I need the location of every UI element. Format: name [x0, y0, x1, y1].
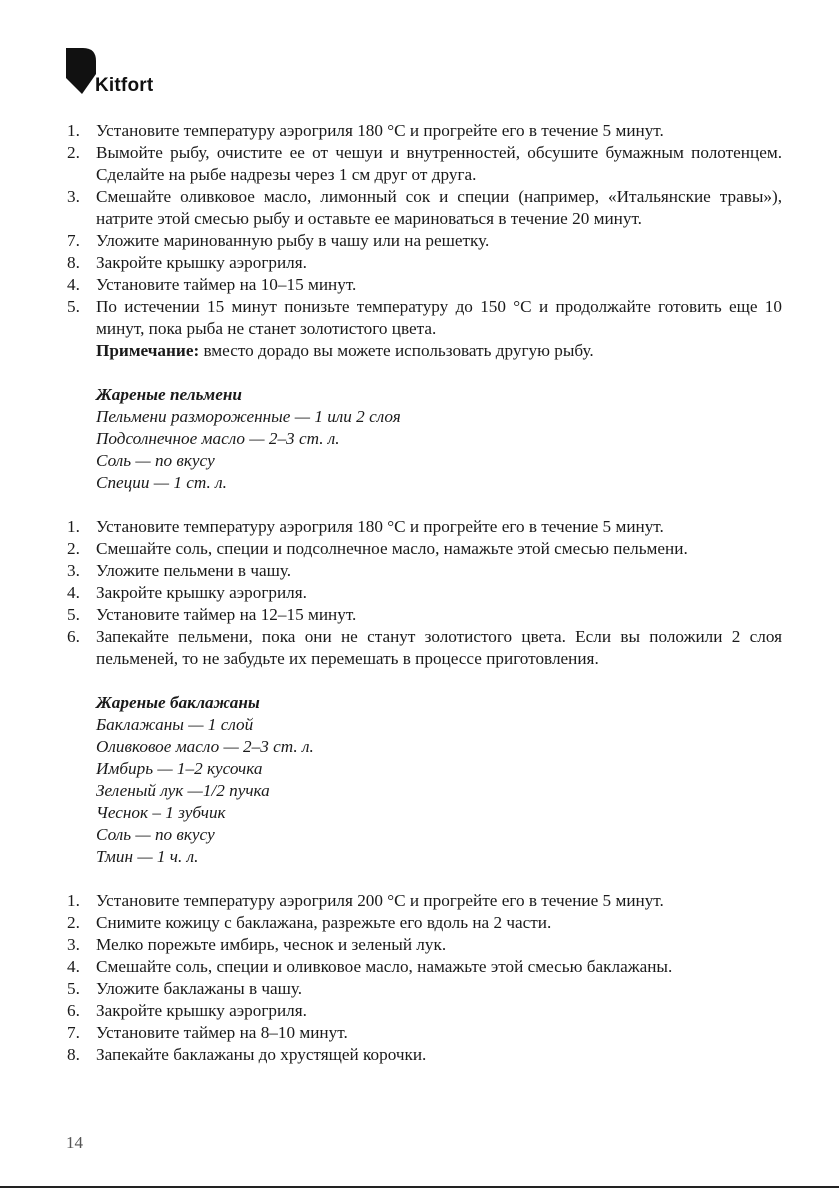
- ingredient: Оливковое масло — 2–3 ст. л.: [96, 737, 314, 756]
- recipe-eggplant: [62, 692, 782, 868]
- list-item: 2. Снимите кожицу с баклажана, разрежьте его вдоль на 2 части.: [67, 913, 552, 932]
- ingredient: Зеленый лук —1/2 пучка: [96, 781, 270, 800]
- recipe-title: Жареные пельмени: [96, 385, 242, 404]
- ingredient: Подсолнечное масло — 2–3 ст. л.: [96, 429, 340, 448]
- ingredient: Специи — 1 ст. л.: [96, 473, 227, 492]
- ingredient: Соль — по вкусу: [96, 451, 215, 470]
- list-item: 3. Уложите пельмени в чашу.: [67, 561, 292, 580]
- list-item: 4. Смешайте соль, специи и оливковое масло, намажьте этой смесью баклажаны.: [67, 957, 673, 976]
- recipe-dumplings: [62, 384, 782, 494]
- list-item: 4. Закройте крышку аэрогриля.: [67, 583, 307, 602]
- list-item: 5. Установите таймер на 12–15 минут.: [67, 605, 357, 624]
- list-item: 8. Запекайте баклажаны до хрустящей корочки.: [67, 1045, 427, 1064]
- list-item: 3. Смешайте оливковое масло, лимонный сок и специи (например, «Итальянские травы»), натрите этой смесью рыбу и оставьте ее мариноваться в течение 20 минут.: [67, 187, 782, 228]
- ingredient: Тмин — 1 ч. л.: [96, 847, 199, 866]
- page-content: [62, 120, 782, 1066]
- fish-steps: [62, 120, 782, 340]
- list-item: 6. Закройте крышку аэрогриля.: [67, 1001, 307, 1020]
- note: [62, 340, 782, 362]
- kitfort-logo-icon: [66, 48, 96, 94]
- list-item: 2. Вымойте рыбу, очистите ее от чешуи и внутренностей, обсушите бумажным полотенцем. Сделайте на рыбе надрезы через 1 см друг от друга.: [67, 143, 782, 184]
- list-item: 7. Уложите маринованную рыбу в чашу или на решетку.: [67, 231, 490, 250]
- page-number: 14: [66, 1133, 83, 1152]
- recipe-title: Жареные баклажаны: [96, 693, 260, 712]
- list-item: 5. Уложите баклажаны в чашу.: [67, 979, 303, 998]
- list-item: 1. Установите температуру аэрогриля 180 °С и прогрейте его в течение 5 минут.: [67, 121, 664, 140]
- ingredient: Баклажаны — 1 слой: [96, 715, 254, 734]
- dumplings-steps: [62, 516, 782, 670]
- list-item: 5. По истечении 15 минут понизьте температуру до 150 °С и продолжайте готовить еще 10 минут, пока рыба не станет золотистого цвета.: [67, 297, 782, 338]
- ingredient: Чеснок – 1 зубчик: [96, 803, 226, 822]
- note-label: Примечание:: [96, 341, 200, 360]
- list-item: 1. Установите температуру аэрогриля 200 °С и прогрейте его в течение 5 минут.: [67, 891, 664, 910]
- ingredient: Пельмени размороженные — 1 или 2 слоя: [96, 407, 401, 426]
- list-item: 1. Установите температуру аэрогриля 180 °С и прогрейте его в течение 5 минут.: [67, 517, 664, 536]
- eggplant-steps: [62, 890, 782, 1066]
- list-item: 8. Закройте крышку аэрогриля.: [67, 253, 307, 272]
- list-item: 7. Установите таймер на 8–10 минут.: [67, 1023, 348, 1042]
- list-item: 2. Смешайте соль, специи и подсолнечное масло, намажьте этой смесью пельмени.: [67, 539, 688, 558]
- list-item: 4. Установите таймер на 10–15 минут.: [67, 275, 357, 294]
- ingredient: Соль — по вкусу: [96, 825, 215, 844]
- list-item: 3. Мелко порежьте имбирь, чеснок и зеленый лук.: [67, 935, 447, 954]
- note-text: вместо дорадо вы можете использовать другую рыбу.: [199, 341, 594, 360]
- ingredient: Имбирь — 1–2 кусочка: [96, 759, 263, 778]
- bottom-divider: [0, 1186, 839, 1188]
- brand-name: Kitfort: [95, 75, 154, 96]
- list-item: 6. Запекайте пельмени, пока они не станут золотистого цвета. Если вы положили 2 слоя пельменей, то не забудьте их перемешать в процессе приготовления.: [67, 627, 782, 668]
